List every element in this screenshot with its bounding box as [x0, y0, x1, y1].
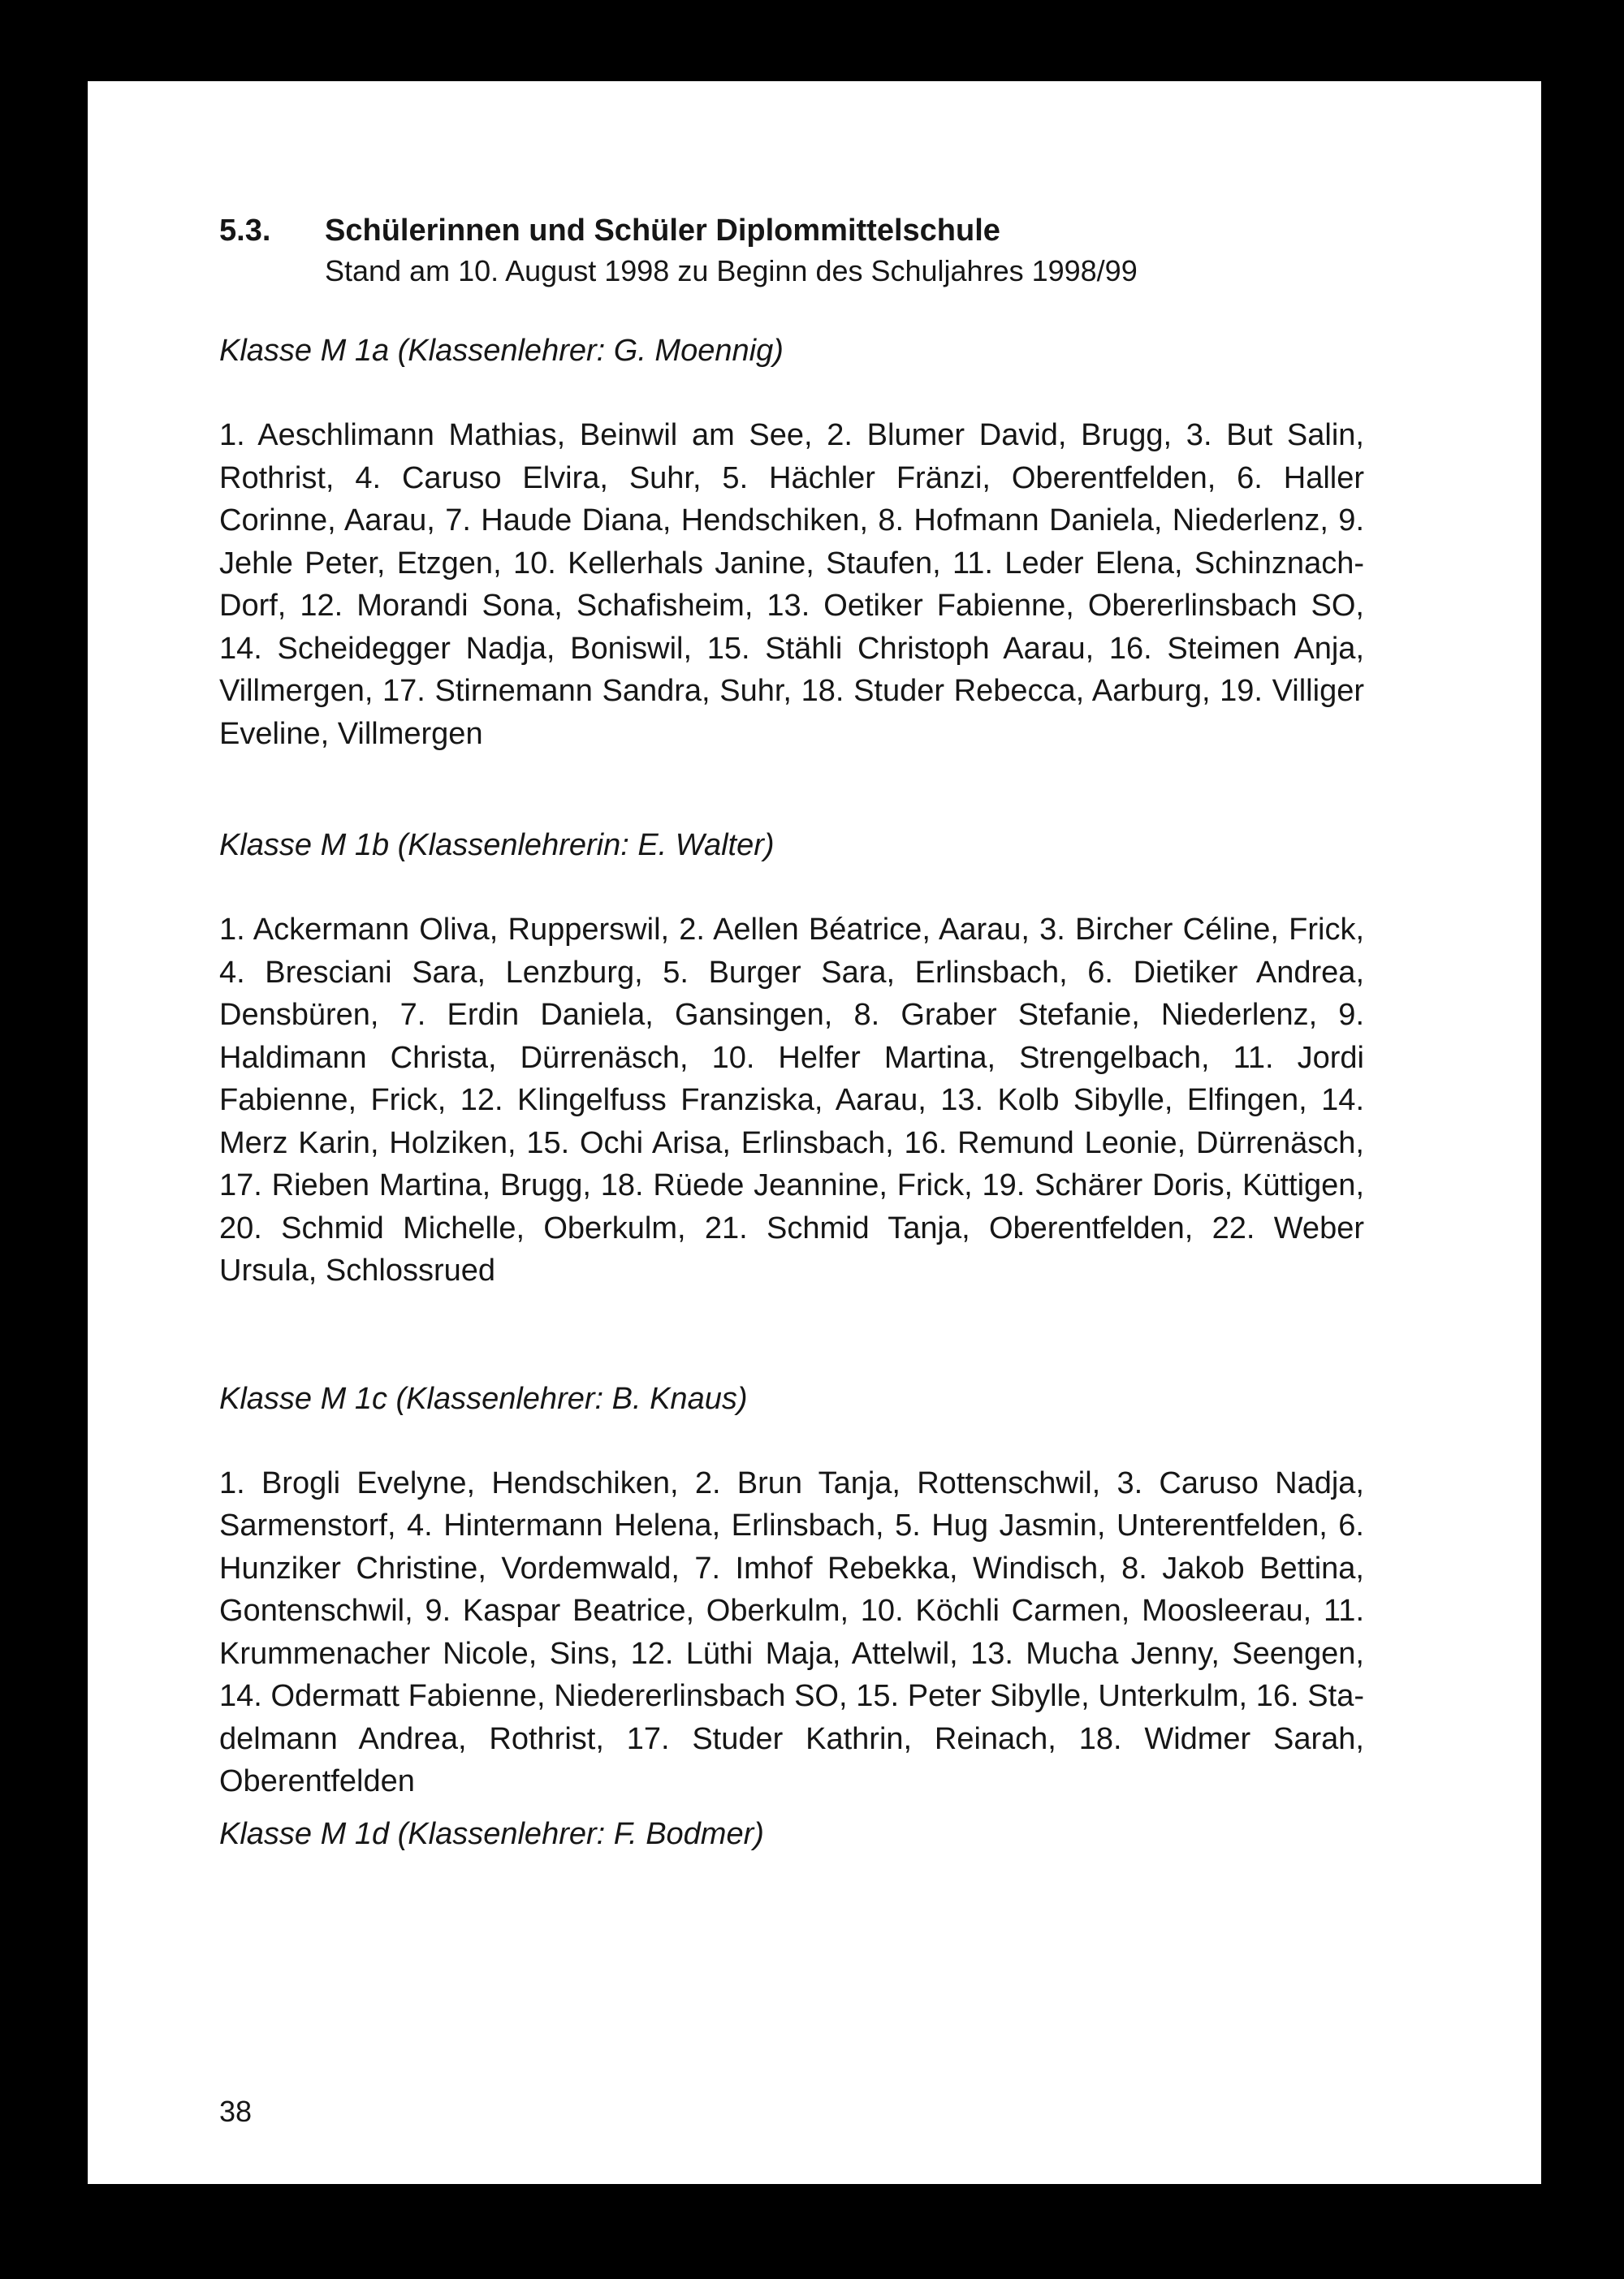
student-list-m1a: 1. Aeschlimann Mathias, Beinwil am See, 2. Blumer David, Brugg, 3. But Salin, Rothrist, 4. Caruso Elvira, Suhr, 5. Hächler Fränzi, Oberentfelden, 6. Haller Corinne, Aarau, 7. Haude Diana, Hendschiken, 8. Hofmann Daniela, Niederlenz, 9. Jehle Peter, Etzgen, 10. Kellerhals Janine, Staufen, 11. Leder Elena, Schinznach-Dorf, 12. Morandi Sona, Schafisheim, 13. Oetiker Fabienne, Obererlinsbach SO, 14. Scheidegger Nadja, Boniswil, 15. Stähli Christoph Aarau, 16. Steimen Anja, Villmergen, 17. Stirnemann Sandra, Suhr, 18. Studer Rebecca, Aarburg, 19. Villiger Eveline, Villmergen — [219, 418, 1364, 751]
class-title-m1c: Klasse M 1c (Klassenlehrer: B. Knaus) — [219, 1381, 748, 1416]
page-number: 38 — [219, 2095, 253, 2128]
class-title-m1d: Klasse M 1d (Klassenlehrer: F. Bodmer) — [219, 1816, 764, 1851]
class-title-m1a: Klasse M 1a (Klassenlehrer: G. Moennig) — [219, 334, 784, 368]
student-list-m1c: 1. Brogli Evelyne, Hendschiken, 2. Brun Tanja, Rottenschwil, 3. Caruso Nadja, Sarmenstorf, 4. Hintermann Helena, Erlinsbach, 5. Hug Jasmin, Unterentfelden, 6. Hunziker Christine, Vordemwald, 7. Imhof Rebekka, Windisch, 8. Jakob Bettina, Gontenschwil, 9. Kaspar Beatrice, Oberkulm, 10. Köchli Carmen, Moosleerau, 11. Krummenacher Nicole, Sins, 12. Lüthi Maja, Attelwil, 13. Mucha Jenny, Seengen, 14. Odermatt Fabienne, Niedererlinsbach SO, 15. Peter Sibylle, Unterkulm, 16. Stadelmann Andrea, Rothrist, 17. Studer Kathrin, Reinach, 18. Widmer Sarah, Oberentfelden — [219, 1465, 1364, 1798]
class-title-m1b: Klasse M 1b (Klassenlehrerin: E. Walter) — [219, 828, 775, 862]
section-subtitle: Stand am 10. August 1998 zu Beginn des Schuljahres 1998/99 — [325, 254, 1138, 287]
section-number: 5.3. — [219, 214, 271, 248]
document-body — [219, 211, 1364, 1855]
section-heading — [219, 211, 1364, 250]
document-page — [88, 81, 1541, 2184]
section-title: Schülerinnen und Schüler Diplommittelschule — [325, 214, 1000, 248]
student-list-m1b: 1. Ackermann Oliva, Rupperswil, 2. Aellen Béatrice, Aarau, 3. Bircher Céline, Frick, 4. Bresciani Sara, Lenzburg, 5. Burger Sara, Erlinsbach, 6. Dietiker Andrea, Densbüren, 7. Erdin Daniela, Gansingen, 8. Graber Stefanie, Niederlenz, 9. Haldimann Christa, Dürrenäsch, 10. Helfer Martina, Strengelbach, 11. Jordi Fabienne, Frick, 12. Klingelfuss Franziska, Aarau, 13. Kolb Sibylle, Elfingen, 14. Merz Karin, Holziken, 15. Ochi Arisa, Erlinsbach, 16. Remund Leonie, Dürrenäsch, 17. Rieben Martina, Brugg, 18. Rüede Jeannine, Frick, 19. Schärer Doris, Küttigen, 20. Schmid Michelle, Oberkulm, 21. Schmid Tanja, Oberentfelden, 22. Weber Ursula, Schlossrued — [219, 913, 1364, 1288]
